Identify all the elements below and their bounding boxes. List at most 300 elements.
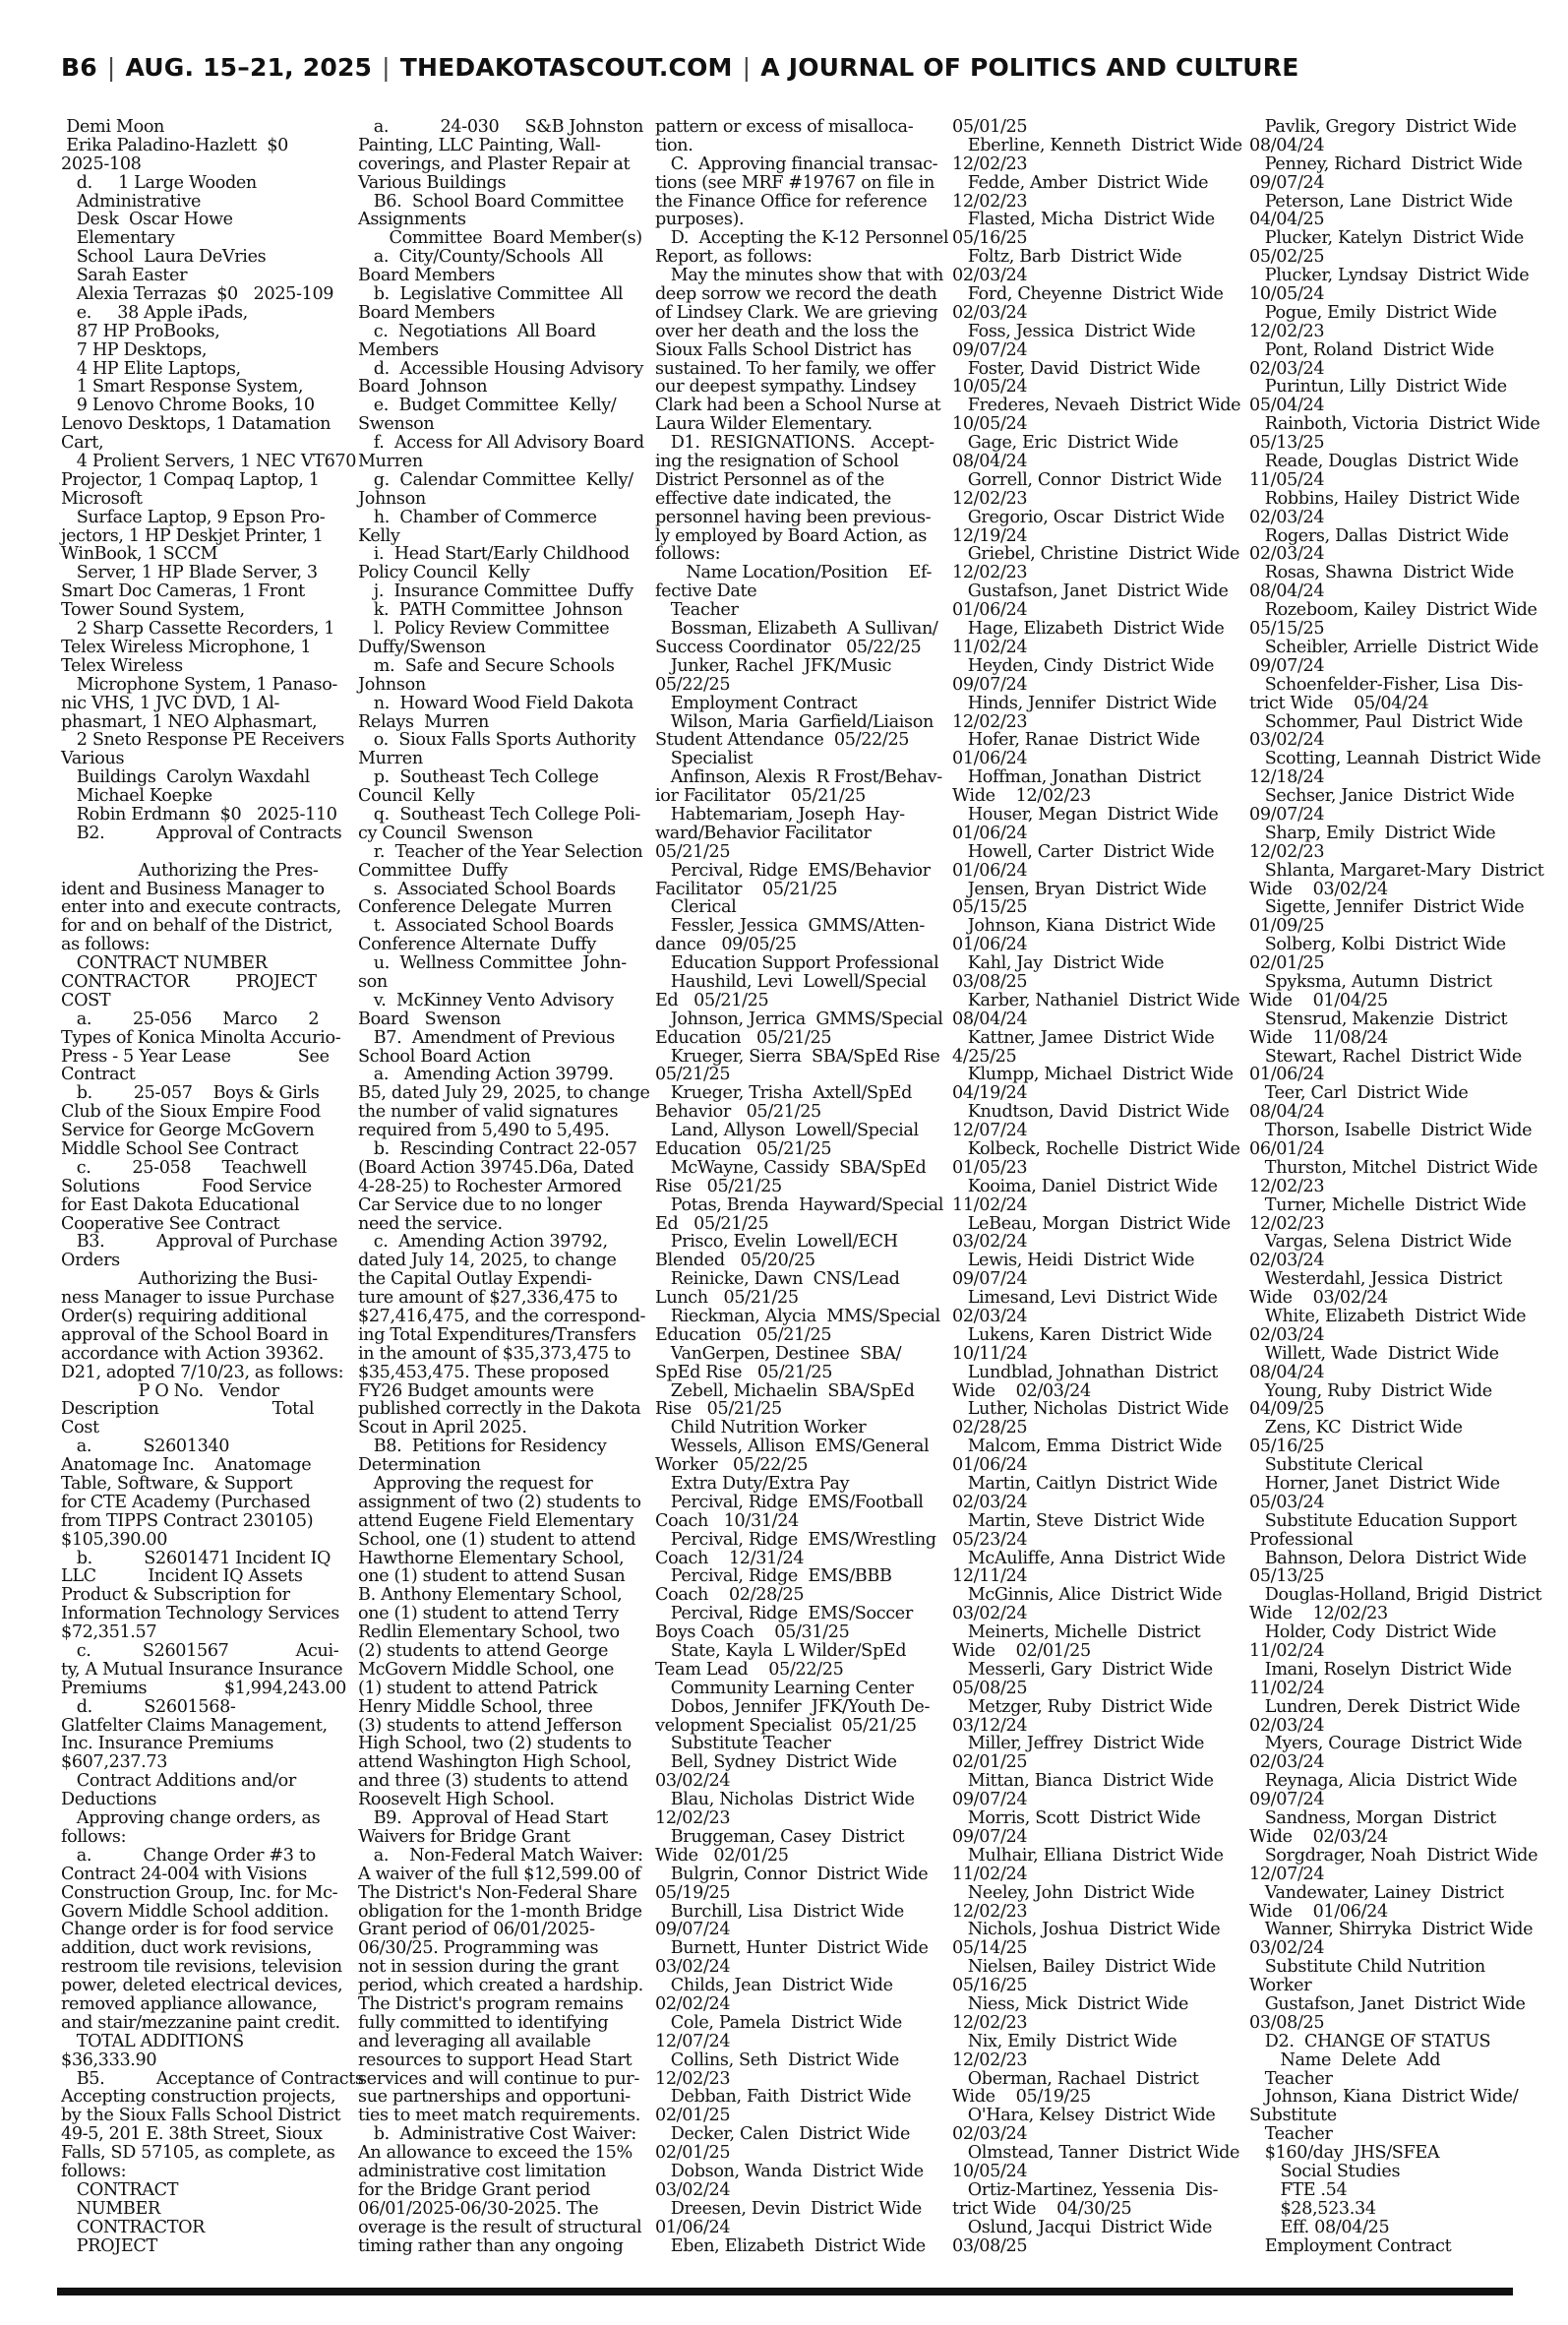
text-line: D. Accepting the K-12 Personnel [655,228,949,249]
text-line: 10/11/24 [952,1343,1028,1364]
text-line: Middle School See Contract [61,1138,299,1159]
text-line: Administrative [61,191,202,212]
text-line: 02/01/25 [655,2143,731,2164]
text-line: Authorizing the Pres- [61,860,319,881]
text-line: Burnett, Hunter District Wide [655,1938,929,1959]
text-line: Alexia Terrazas $0 2025-109 [61,284,334,305]
text-line: Knudtson, David District Wide [952,1102,1230,1123]
text-line: 03/02/24 [655,2179,731,2200]
text-line: period, which created a hardship. [358,1976,643,1996]
text-line: Percival, Ridge EMS/Football [655,1492,924,1512]
text-line: l. Policy Review Committee [358,619,610,640]
text-line: Michael Koepke [61,786,212,807]
tagline: A JOURNAL OF POLITICS AND CULTURE [760,53,1299,82]
text-line: power, deleted electrical devices, [61,1976,343,1996]
text-line: 03/02/24 [1249,1938,1325,1959]
site-link[interactable]: THEDAKOTASCOUT.COM [399,53,733,82]
text-line: Employment Contract [655,693,858,713]
text-line: 02/01/25 [655,2106,731,2126]
text-line: (3) students to attend Jefferson [358,1715,623,1736]
text-line: Board Swenson [358,1009,502,1029]
text-line: B9. Approval of Head Start [358,1808,608,1829]
text-line: Facilitator 05/21/25 [655,879,838,899]
text-line: ident and Business Manager to [61,879,325,899]
text-line: 05/16/25 [952,228,1028,249]
text-line: Desk Oscar Howe [61,210,233,230]
text-line: COST [61,990,111,1010]
text-line: Nielsen, Bailey District Wide [952,1957,1216,1978]
text-line: Smart Doc Cameras, 1 Front [61,581,305,602]
text-line: 87 HP ProBooks, [61,321,220,341]
text-line: for East Dakota Educational [61,1194,300,1215]
text-line: k. PATH Committee Johnson [358,600,623,621]
text-line: Determination [358,1455,481,1476]
bottom-rule [57,2288,1513,2295]
text-line: follows: [61,1826,127,1847]
text-line: 01/06/24 [952,935,1028,955]
text-line: Plucker, Katelyn District Wide [1249,228,1524,249]
text-line: Holder, Cody District Wide [1249,1622,1497,1643]
text-line: a. Amending Action 39799. [358,1065,614,1085]
text-line: Scout in April 2025. [358,1418,527,1438]
text-line: Car Service due to no longer [358,1194,602,1215]
text-line: School Board Action [358,1046,531,1067]
text-line: Teacher [655,600,739,621]
text-line: B8. Petitions for Residency [358,1437,607,1457]
text-line: Council Kelly [358,786,475,807]
text-line: Mittan, Bianca District Wide [952,1771,1214,1792]
text-line: 12/02/23 [952,711,1028,732]
text-line: Rogers, Dallas District Wide [1249,525,1509,546]
text-line: tions (see MRF #19767 on file in [655,172,935,193]
text-line: 02/03/24 [952,2124,1028,2145]
text-line: Lundblad, Johnathan District [952,1362,1219,1382]
text-line: Substitute Child Nutrition [1249,1957,1485,1978]
text-line: 05/22/25 [655,674,731,695]
text-line: jectors, 1 HP Deskjet Printer, 1 [61,525,324,546]
text-line: Telex Wireless Microphone, 1 [61,637,312,657]
text-line: Report, as follows: [655,247,813,268]
text-line: a. 24-030 S&B Johnston [358,117,643,137]
text-line: Lenovo Desktops, 1 Datamation [61,414,332,435]
text-line: Dobos, Jennifer JFK/Youth De- [655,1696,931,1717]
text-line: Substitute Education Support [1249,1510,1517,1531]
text-line: Gage, Eric District Wide [952,433,1178,454]
text-line: a. Non-Federal Match Waiver: [358,1845,643,1866]
text-line: Rosas, Shawna District Wide [1249,563,1514,583]
text-line: ly employed by Board Action, as [655,525,928,546]
text-line: Name Delete Add [1249,2050,1441,2070]
text-line: deep sorrow we record the death [655,284,937,305]
separator: | [106,53,116,82]
text-line: f. Access for All Advisory Board [358,433,644,454]
text-line: n. Howard Wood Field Dakota [358,693,633,713]
text-line: Kattner, Jamee District Wide [952,1027,1215,1048]
text-line: Neeley, John District Wide [952,1882,1195,1903]
text-line: 9 Lenovo Chrome Books, 10 [61,396,315,416]
text-line: 09/07/24 [952,1790,1028,1810]
text-line: B7. Amendment of Previous [358,1027,615,1048]
text-line: by the Sioux Falls School District [61,2106,341,2126]
text-line: Extra Duty/Extra Pay [655,1474,850,1495]
text-line: 05/15/25 [952,897,1028,918]
text-line: Service for George McGovern [61,1121,315,1141]
text-line: WinBook, 1 SCCM [61,544,218,565]
text-line: p. Southeast Tech College [358,767,599,788]
text-line: Martin, Caitlyn District Wide [952,1474,1218,1495]
text-line: D1. RESIGNATIONS. Accept- [655,433,935,454]
text-line: 12/02/23 [1249,321,1325,341]
text-line: 05/02/25 [1249,247,1325,268]
text-line: i. Head Start/Early Childhood [358,544,630,565]
text-line: $105,390.00 [61,1529,168,1550]
text-line: Table, Software, & Support [61,1474,293,1495]
text-line: Worker [1249,1976,1312,1996]
text-line: c. Negotiations All Board [358,321,596,341]
text-line: Johnson, Kiana District Wide [952,916,1216,937]
text-line: in the amount of $35,373,475 to [358,1343,632,1364]
text-line: Teacher [1249,2068,1333,2089]
text-line: 12/02/23 [655,1808,731,1829]
text-line: 01/06/24 [952,749,1028,769]
text-line: $160/day JHS/SFEA [1249,2143,1440,2164]
text-line: Scheibler, Arrielle District Wide [1249,637,1538,657]
text-line: Cooperative See Contract [61,1213,280,1234]
text-line: Henry Middle School, three [358,1696,593,1717]
text-line: C. Approving financial transac- [655,153,938,174]
separator: | [382,53,391,82]
text-column-4 [952,117,1242,2281]
text-line: P O No. Vendor [61,1380,279,1401]
text-line: 2 Sneto Response PE Receivers [61,730,344,751]
text-line: Kooima, Daniel District Wide [952,1176,1218,1196]
text-line: District Personnel as of the [655,469,884,490]
text-line: Description Total [61,1399,315,1420]
text-line: A waiver of the full $12,599.00 of [358,1864,641,1884]
text-line: ior Facilitator 05/21/25 [655,786,867,807]
text-line: Wide 02/03/24 [952,1380,1091,1401]
text-line: Kolbeck, Rochelle District Wide [952,1138,1240,1159]
text-line: Oberman, Rachael District [952,2068,1199,2089]
text-line: Teer, Carl District Wide [1249,1083,1469,1104]
text-line: b. Administrative Cost Waiver: [358,2124,636,2145]
text-line: 03/02/24 [952,1604,1028,1624]
text-line: Limesand, Levi District Wide [952,1288,1218,1309]
text-line: Clerical [655,897,737,918]
text-line: Govern Middle School addition. [61,1901,330,1922]
text-line: 12/18/24 [1249,767,1325,788]
text-line: the number of valid signatures [358,1102,619,1123]
text-line: 02/03/24 [1249,507,1325,527]
text-line: Wide 02/01/25 [952,1641,1091,1662]
text-line: c. S2601567 Acui- [61,1641,339,1662]
text-line: s. Associated School Boards [358,879,616,899]
text-line: 02/03/24 [1249,358,1325,379]
text-line: The District's Non-Federal Share [358,1882,637,1903]
text-line: Haushild, Levi Lowell/Special [655,971,927,992]
text-line: VanGerpen, Destinee SBA/ [655,1343,902,1364]
text-line: Laura Wilder Elementary. [655,414,873,435]
text-line: Morris, Scott District Wide [952,1808,1201,1829]
text-line: Surface Laptop, 9 Epson Pro- [61,507,326,527]
text-line: Sigette, Jennifer District Wide [1249,897,1525,918]
text-line: B2. Approval of Contracts [61,823,342,843]
text-line: Myers, Courage District Wide [1249,1734,1523,1754]
text-line: Purintun, Lilly District Wide [1249,377,1507,398]
text-line: ties to meet match requirements. [358,2106,640,2126]
text-line: 09/07/24 [655,1920,731,1940]
text-line: overage is the result of structural [358,2217,642,2237]
text-line: Roosevelt High School. [358,1790,555,1810]
text-line: Buildings Carolyn Waxdahl [61,767,310,788]
text-line: Burchill, Lisa District Wide [655,1901,904,1922]
issue-date: AUG. 15–21, 2025 [125,53,373,82]
text-line: 05/04/24 [1249,396,1325,416]
text-line: Substitute Clerical [1249,1455,1423,1476]
text-line: 05/21/25 [655,1065,731,1085]
text-line: Thorson, Isabelle District Wide [1249,1121,1533,1141]
text-line: Duffy/Swenson [358,637,486,657]
text-line: Sorgdrager, Noah District Wide [1249,1845,1538,1866]
text-line: 03/08/25 [1249,2012,1325,2033]
text-line: q. Southeast Tech College Poli- [358,804,640,825]
text-line: Rainboth, Victoria District Wide [1249,414,1540,435]
text-line: Authorizing the Busi- [61,1269,318,1290]
text-line: Foss, Jessica District Wide [952,321,1196,341]
text-line: e. 38 Apple iPads, [61,302,248,323]
text-line: Gregorio, Oscar District Wide [952,507,1225,527]
text-line: Sharp, Emily District Wide [1249,823,1496,843]
text-line: for and on behalf of the District, [61,916,333,937]
text-line: sue partnerships and opportuni- [358,2087,631,2108]
text-line: Erika Paladino-Hazlett $0 [61,135,289,155]
text-line: Fedde, Amber District Wide [952,172,1209,193]
text-line: Robin Erdmann $0 2025-110 [61,804,337,825]
text-line: Peterson, Lane District Wide [1249,191,1513,212]
text-line: dance 09/05/25 [655,935,797,955]
text-line: Painting, LLC Painting, Wall- [358,135,601,155]
text-line: Kahl, Jay District Wide [952,953,1165,974]
text-line: Flasted, Micha District Wide [952,210,1215,230]
text-line: Heyden, Cindy District Wide [952,655,1215,676]
text-line: restroom tile revisions, television [61,1957,342,1978]
text-line: Scotting, Leannah District Wide [1249,749,1541,769]
text-line: purposes). [655,210,745,230]
text-line: Conference Alternate Duffy [358,935,596,955]
text-line: 10/05/24 [1249,284,1325,305]
text-line: 06/01/2025-06/30-2025. The [358,2198,599,2219]
text-line: and leveraging all available [358,2031,591,2051]
text-line: Messerli, Gary District Wide [952,1659,1213,1680]
text-line: follows: [61,2161,127,2181]
text-line: Wide 11/08/24 [1249,1027,1388,1048]
text-line: McAuliffe, Anna District Wide [952,1548,1226,1568]
text-line: Various Buildings [358,172,507,193]
text-line: 2025-108 [61,153,142,174]
text-line: Malcom, Emma District Wide [952,1437,1223,1457]
text-line: Cart, [61,433,104,454]
text-line: a. City/County/Schools All [358,247,604,268]
text-line: Microsoft [61,488,143,509]
text-line: Young, Ruby District Wide [1249,1380,1492,1401]
text-line: Relays Murren [358,711,489,732]
text-line: 11/05/24 [1249,469,1325,490]
text-line: and three (3) students to attend [358,1771,629,1792]
text-line: 01/06/24 [1249,1065,1325,1085]
text-line: 12/11/24 [952,1566,1028,1587]
text-line: ness Manager to issue Purchase [61,1288,334,1309]
text-line: Wide 05/19/25 [952,2087,1091,2108]
text-line: 01/06/24 [952,600,1028,621]
text-line: Foltz, Barb District Wide [952,247,1182,268]
text-line: t. Associated School Boards [358,916,614,937]
text-line: Habtemariam, Joseph Hay- [655,804,905,825]
text-line: 1 Smart Response System, [61,377,304,398]
text-line: 02/03/24 [1249,544,1325,565]
text-line: Reynaga, Alicia District Wide [1249,1771,1518,1792]
text-line: m. Safe and Secure Schools [358,655,615,676]
text-line: 09/07/24 [1249,172,1325,193]
text-line: Board Johnson [358,377,488,398]
text-line: Metzger, Ruby District Wide [952,1696,1213,1717]
text-line: Microphone System, 1 Panaso- [61,674,338,695]
text-line: $72,351.57 [61,1622,157,1643]
text-line: Murren [358,749,423,769]
text-line: administrative cost limitation [358,2161,607,2181]
text-line: 05/13/25 [1249,433,1325,454]
text-line: our deepest sympathy. Lindsey [655,377,917,398]
text-line: 06/01/24 [1249,1138,1325,1159]
text-line: Server, 1 HP Blade Server, 3 [61,563,318,583]
text-line: 02/03/24 [1249,1251,1325,1271]
text-line: Stensrud, Makenzie District [1249,1009,1508,1029]
text-line: Klumpp, Michael District Wide [952,1065,1234,1085]
text-line: 12/02/23 [1249,841,1325,862]
text-line: b. Legislative Committee All [358,284,624,305]
page-number: B6 [61,53,97,82]
text-line: 4 Prolient Servers, 1 NEC VT670 [61,452,357,472]
text-line: Wide 03/02/24 [1249,1288,1388,1309]
text-line: ty, A Mutual Insurance Insurance [61,1659,343,1680]
text-line: Student Attendance 05/22/25 [655,730,910,751]
text-line: attend Eugene Field Elementary [358,1510,633,1531]
text-line: Construction Group, Inc. for Mc- [61,1882,338,1903]
text-line: Shlanta, Margaret-Mary District [1249,860,1544,881]
text-line: attend Washington High School, [358,1752,632,1773]
text-line: 05/21/25 [655,841,731,862]
text-line: FY26 Budget amounts were [358,1380,594,1401]
text-line: Land, Allyson Lowell/Special [655,1121,919,1141]
legal-notice-body [61,117,1544,2281]
text-line: Committee Duffy [358,860,508,881]
text-line: 08/04/24 [1249,135,1325,155]
text-line: 01/05/23 [952,1157,1028,1178]
text-line: (Board Action 39745.D6a, Dated [358,1157,634,1178]
text-line: Collins, Seth District Wide [655,2050,899,2070]
text-line: Eff. 08/04/25 [1249,2217,1390,2237]
text-line: Dobson, Wanda District Wide [655,2161,924,2181]
text-line: a. S2601340 [61,1437,230,1457]
text-line: 12/02/23 [952,2012,1028,2033]
text-line: Bossman, Elizabeth A Sullivan/ [655,619,938,640]
text-line: 02/03/24 [952,1492,1028,1512]
text-line: Clark had been a School Nurse at [655,396,941,416]
text-line: 12/07/24 [952,1121,1028,1141]
text-line: 4 HP Elite Laptops, [61,358,241,379]
text-line: Press - 5 Year Lease See [61,1046,330,1067]
text-line: tion. [655,135,694,155]
masthead [61,49,1513,87]
text-line: Types of Konica Minolta Accurio- [61,1027,341,1048]
text-line: Approving the request for [358,1474,593,1495]
text-line: Gustafson, Janet District Wide [952,581,1229,602]
text-line: Ed 05/21/25 [655,990,769,1010]
text-line: Cole, Pamela District Wide [655,2012,902,2033]
text-line: 05/03/24 [1249,1492,1325,1512]
text-line: Niess, Mick District Wide [952,1993,1189,2014]
text-line: 01/09/25 [1249,916,1325,937]
text-column-1 [61,117,364,2281]
text-line: Zens, KC District Wide [1249,1418,1463,1438]
text-line: fully committed to identifying [358,2012,609,2033]
text-line: Krueger, Trisha Axtell/SpEd [655,1083,913,1104]
text-line: Eben, Elizabeth District Wide [655,2235,926,2256]
text-line: ture amount of $27,336,475 to [358,1288,618,1309]
text-line: addition, duct work revisions, [61,1938,312,1959]
text-line: Wide 02/03/24 [1249,1826,1388,1847]
text-line: FTE .54 [1249,2179,1348,2200]
text-line: TOTAL ADDITIONS [61,2031,244,2051]
text-line: 12/02/23 [952,153,1028,174]
text-line: pattern or excess of misalloca- [655,117,914,137]
text-line: $35,453,475. These proposed [358,1362,609,1382]
text-line: Percival, Ridge EMS/Wrestling [655,1529,936,1550]
text-line: Wide 03/02/24 [1249,879,1388,899]
separator: | [742,53,752,82]
text-line: Fessler, Jessica GMMS/Atten- [655,916,925,937]
text-line: Change order is for food service [61,1920,333,1940]
text-line: LLC Incident IQ Assets [61,1566,303,1587]
text-line: Lukens, Karen District Wide [952,1324,1212,1345]
text-line: O'Hara, Kelsey District Wide [952,2106,1216,2126]
text-line: Committee Board Member(s) [358,228,642,249]
text-line: resources to support Head Start [358,2050,633,2070]
text-line: $28,523.34 [1249,2198,1376,2219]
text-line: 10/05/24 [952,377,1028,398]
text-column-2 [358,117,650,2281]
text-line: 08/04/24 [952,1009,1028,1029]
text-line: Meinerts, Michelle District [952,1622,1201,1643]
text-line: Westerdahl, Jessica District [1249,1269,1502,1290]
text-line: Wilson, Maria Garfield/Liaison [655,711,934,732]
text-line: as follows: [61,935,151,955]
text-line: r. Teacher of the Year Selection [358,841,643,862]
text-line: d. Accessible Housing Advisory [358,358,643,379]
text-line: Projector, 1 Compaq Laptop, 1 [61,469,320,490]
text-line: Substitute Teacher [655,1734,831,1754]
text-line: 49-5, 201 E. 38th Street, Sioux [61,2124,323,2145]
text-line: Sarah Easter [61,266,188,286]
text-line: v. McKinney Vento Advisory [358,990,614,1010]
text-line: Hinds, Jennifer District Wide [952,693,1217,713]
text-line: Krueger, Sierra SBA/SpEd Rise [655,1046,940,1067]
text-line: Hofer, Ranae District Wide [952,730,1200,751]
text-line: Inc. Insurance Premiums [61,1734,274,1754]
text-line: 12/02/23 [1249,1176,1325,1196]
text-line: Lundren, Derek District Wide [1249,1696,1521,1717]
text-line: Anatomage Inc. Anatomage [61,1455,312,1476]
text-line: Glatfelter Claims Management, [61,1715,328,1736]
